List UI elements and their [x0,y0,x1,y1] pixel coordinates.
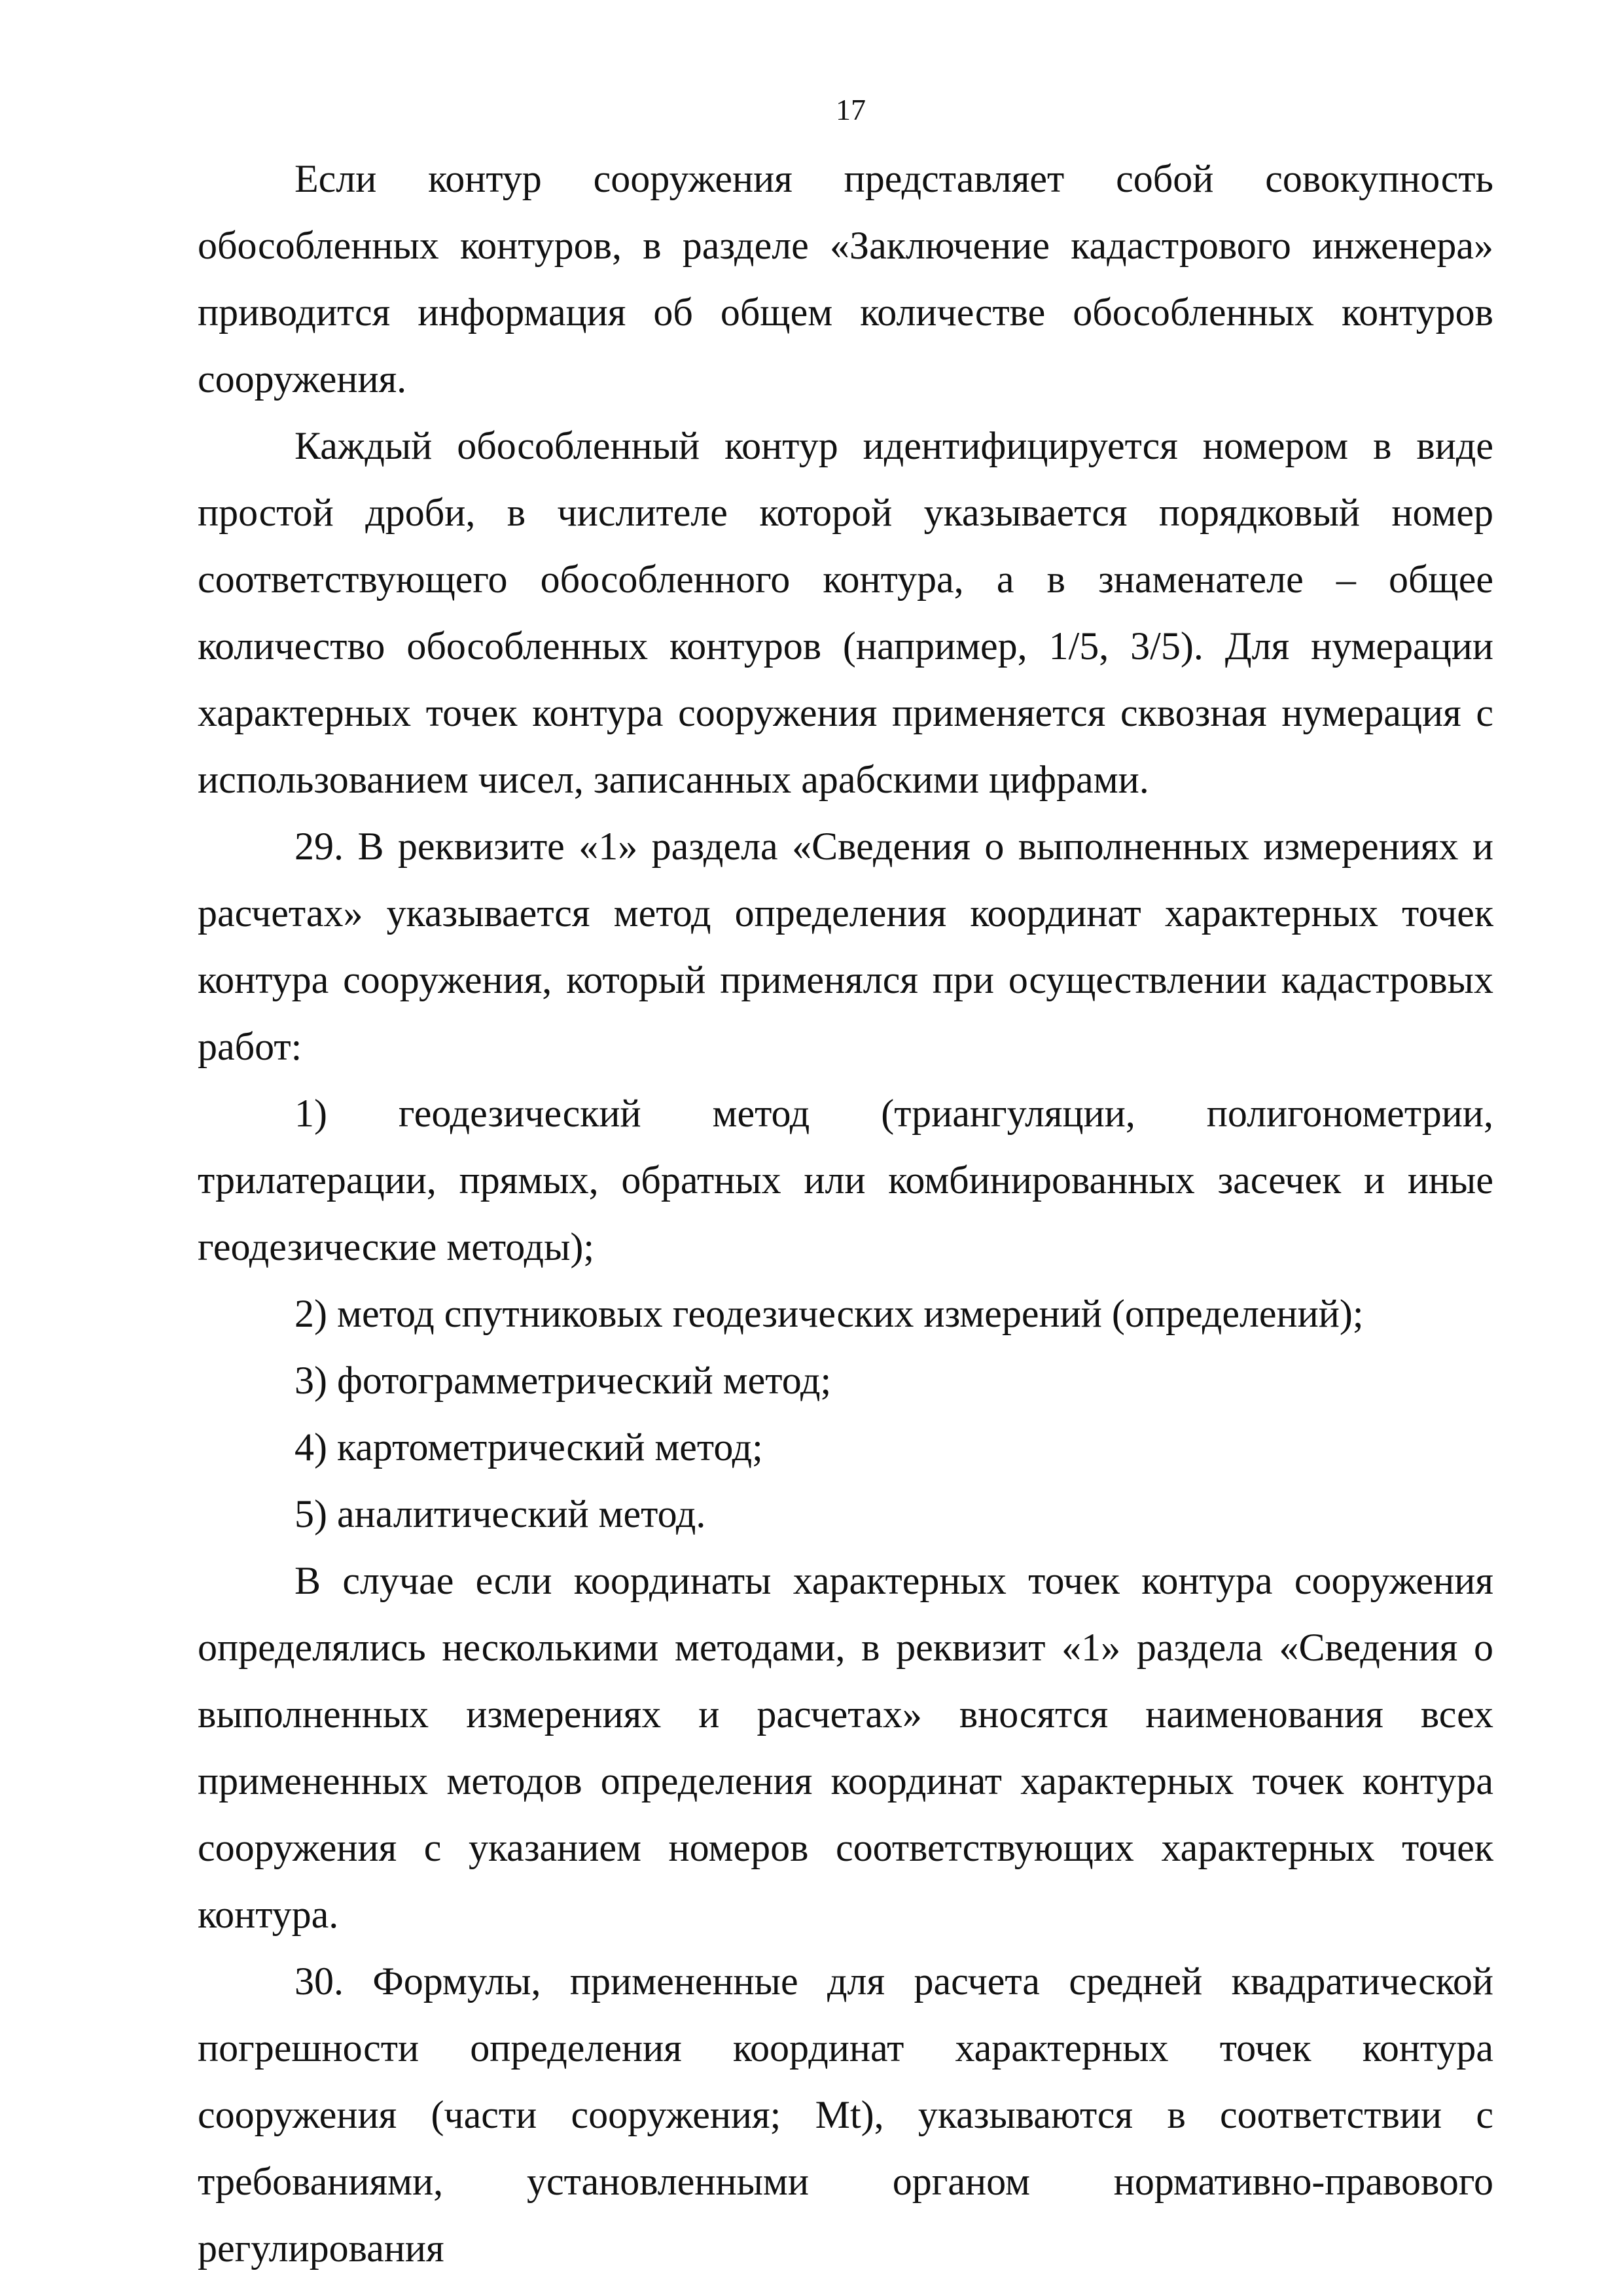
paragraph-item-30: 30. Формулы, примененные для расчета средней квадратической погрешности определения координат характерных точек контура сооружения (части сооружения; Mt), указываются в соответствии с требованиями, установленными органом нормативно-правового регулирования [198,1960,1493,2270]
paragraph-separate-contours: Если контур сооружения представляет собой совокупность обособленных контуров, в разделе «Заключение кадастрового инженера» приводится информация об общем количестве обособленных контуров сооружения. [198,157,1493,401]
list-item-satellite-method: 2) метод спутниковых геодезических измерений (определений); [294,1292,1364,1335]
page-number: 17 [836,93,866,126]
list-item-cartometric-method: 4) картометрический метод; [294,1426,763,1469]
paragraph-item-29: 29. В реквизите «1» раздела «Сведения о выполненных измерениях и расчетах» указывается метод определения координат характерных точек контура сооружения, который применялся при осуществлении кадастровых работ: [198,825,1493,1068]
list-item-geodetic-method: 1) геодезический метод (триангуляции, полигонометрии, трилатерации, прямых, обратных или комбинированных засечек и иные геодезические методы); [198,1092,1493,1268]
list-item-photogrammetric-method: 3) фотограмметрический метод; [294,1359,832,1402]
list-item-analytical-method: 5) аналитический метод. [294,1492,706,1535]
document-text [198,145,1493,2282]
paragraph-multiple-methods: В случае если координаты характерных точек контура сооружения определялись несколькими методами, в реквизит «1» раздела «Сведения о выполненных измерениях и расчетах» вносятся наименования всех примененных методов определения координат характерных точек контура сооружения с указанием номеров соответствующих характерных точек контура. [198,1559,1493,1936]
paragraph-contour-identification: Каждый обособленный контур идентифицируется номером в виде простой дроби, в числителе которой указывается порядковый номер соответствующего обособленного контура, а в знаменателе – общее количество обособленных контуров (например, 1/5, 3/5). Для нумерации характерных точек контура сооружения применяется сквозная нумерация с использованием чисел, записанных арабскими цифрами. [198,424,1493,801]
